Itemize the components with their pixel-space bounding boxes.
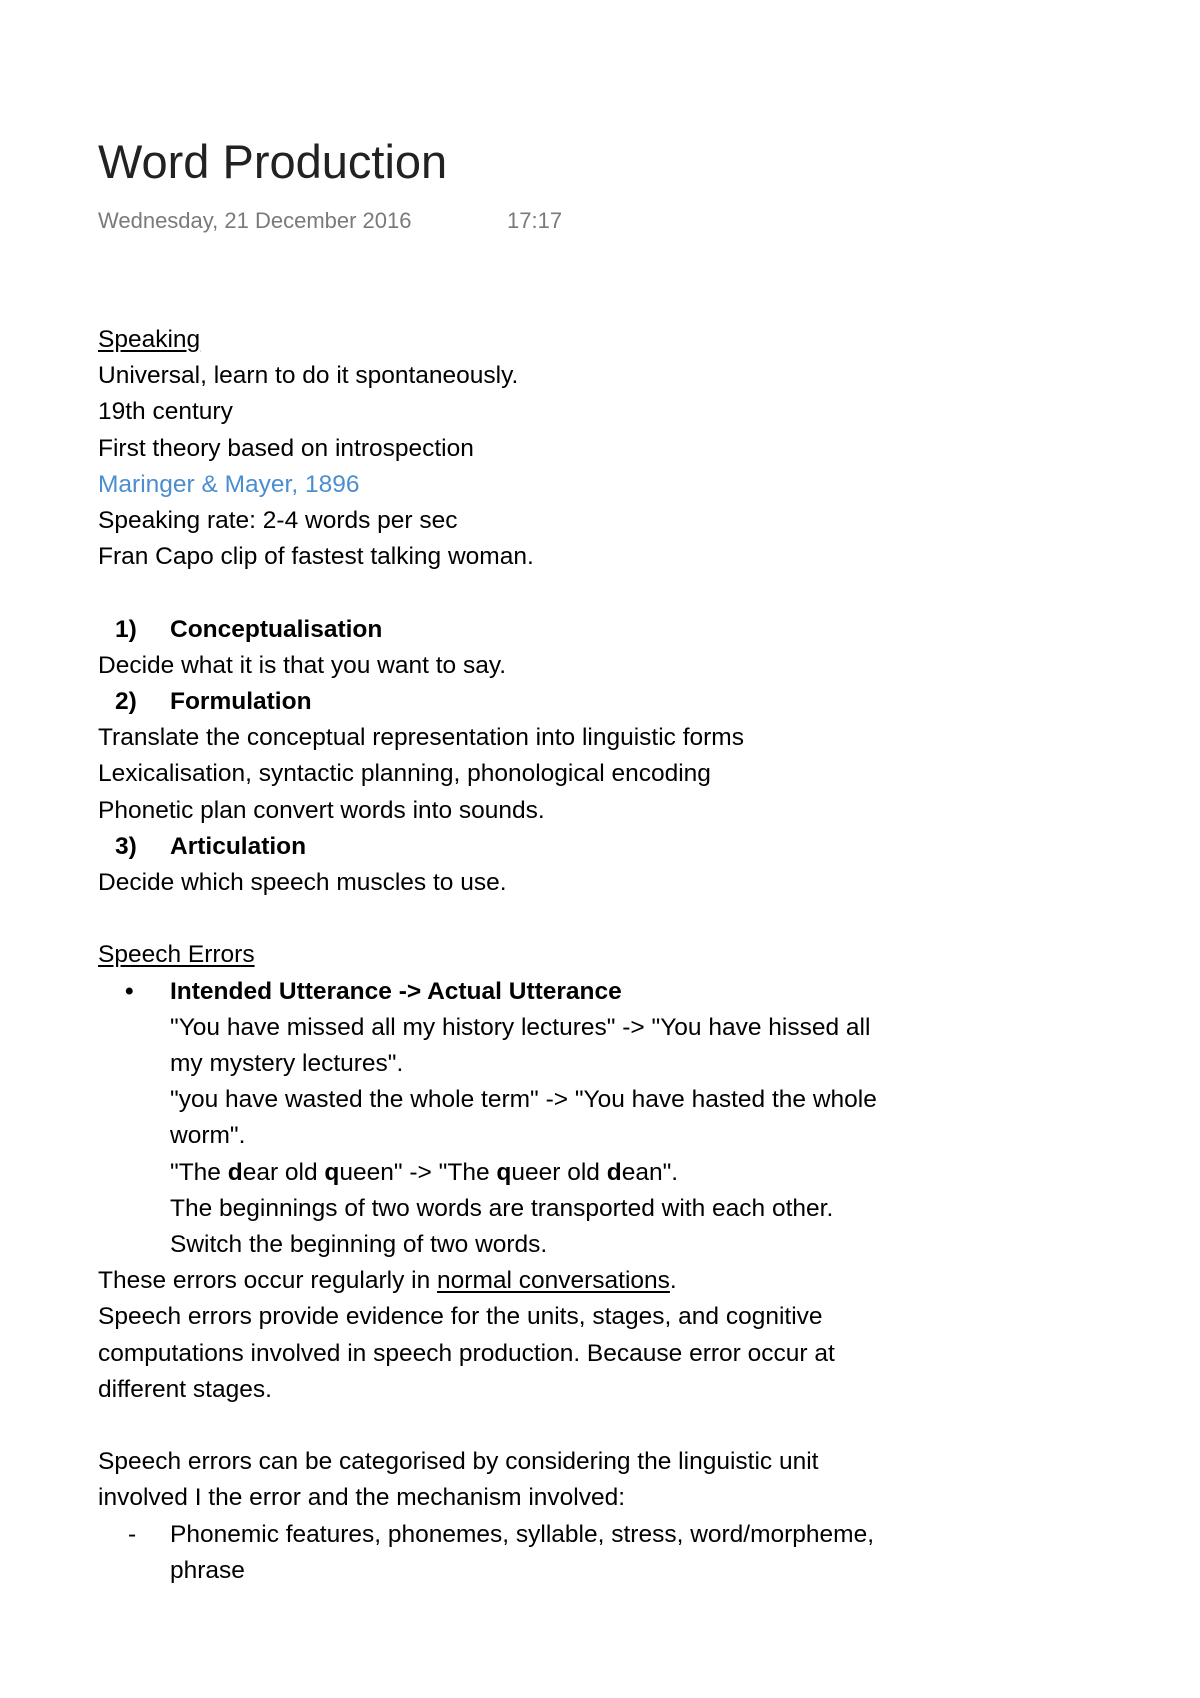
text-run: "The <box>170 1158 228 1186</box>
text-run: ean". <box>621 1158 679 1186</box>
blank-line <box>98 575 998 611</box>
text-run: These errors occur regularly in <box>98 1267 438 1295</box>
example-line: my mystery lectures". <box>170 1050 404 1078</box>
regular-errors-line <box>98 1263 998 1299</box>
bold-letter: q <box>324 1158 340 1186</box>
bold-letter: d <box>227 1158 243 1186</box>
bullet-heading: Intended Utterance -> Actual Utterance <box>170 977 622 1005</box>
stage-name: Formulation <box>170 688 312 716</box>
dash-item <box>98 1517 998 1553</box>
speaking-line: 19th century <box>98 398 233 426</box>
stage-description: Translate the conceptual representation into linguistic forms <box>98 724 744 752</box>
stage-description: Decide what it is that you want to say. <box>98 651 507 679</box>
categorised-line: Speech errors can be categorised by considering the linguistic unit <box>98 1448 819 1476</box>
stage-heading <box>98 684 998 720</box>
note-date: Wednesday, 21 December 2016 <box>98 208 412 233</box>
dash-item-continuation: phrase <box>170 1556 245 1584</box>
evidence-line: Speech errors provide evidence for the units, stages, and cognitive <box>98 1303 823 1331</box>
dash-item-text: Phonemic features, phonemes, syllable, stress, word/morpheme, <box>170 1520 875 1548</box>
bold-letter: q <box>496 1158 512 1186</box>
explanation-line: The beginnings of two words are transported with each other. <box>170 1194 834 1222</box>
evidence-line: different stages. <box>98 1375 272 1403</box>
example-line: "you have wasted the whole term" -> "You have hasted the whole <box>170 1086 877 1114</box>
page-title: Word Production <box>98 135 448 188</box>
stage-heading <box>98 829 998 865</box>
stage-description: Lexicalisation, syntactic planning, phonological encoding <box>98 760 711 788</box>
dash-icon: - <box>128 1520 137 1548</box>
speaking-heading: Speaking <box>98 326 201 353</box>
stage-number: 3) <box>115 832 137 860</box>
categorised-line: involved I the error and the mechanism involved: <box>98 1484 626 1512</box>
citation-link[interactable]: Maringer & Mayer, 1896 <box>98 470 360 498</box>
speech-errors-heading: Speech Errors <box>98 941 255 969</box>
blank-line <box>98 901 998 937</box>
example-line: worm". <box>170 1122 246 1150</box>
speaking-line: First theory based on introspection <box>98 434 474 462</box>
bullet-icon: • <box>125 977 134 1005</box>
evidence-line: computations involved in speech production. Because error occur at <box>98 1339 835 1367</box>
stage-description: Decide which speech muscles to use. <box>98 869 507 897</box>
speaking-line: Universal, learn to do it spontaneously. <box>98 362 519 390</box>
text-run: ueer old <box>511 1158 607 1186</box>
note-body <box>98 322 998 1589</box>
bullet-item <box>98 974 998 1010</box>
blank-line <box>98 1408 998 1444</box>
speaking-line: Fran Capo clip of fastest talking woman. <box>98 543 534 571</box>
text-run: ueen" -> "The <box>339 1158 497 1186</box>
note-datetime <box>98 206 563 236</box>
speaking-line: Speaking rate: 2-4 words per sec <box>98 507 458 535</box>
stage-heading <box>98 612 998 648</box>
stage-description: Phonetic plan convert words into sounds. <box>98 796 545 824</box>
example-line <box>98 1155 998 1191</box>
bold-letter: d <box>606 1158 622 1186</box>
example-line: "You have missed all my history lectures" -> "You have hissed all <box>170 1013 871 1041</box>
note-time: 17:17 <box>507 208 563 233</box>
text-run: ear old <box>242 1158 325 1186</box>
stage-number: 1) <box>115 615 137 643</box>
stage-name: Conceptualisation <box>170 615 383 643</box>
stage-name: Articulation <box>170 832 307 860</box>
stage-number: 2) <box>115 688 137 716</box>
text-run: . <box>669 1267 677 1295</box>
explanation-line: Switch the beginning of two words. <box>170 1231 548 1259</box>
underlined-text: normal conversations <box>437 1267 670 1295</box>
